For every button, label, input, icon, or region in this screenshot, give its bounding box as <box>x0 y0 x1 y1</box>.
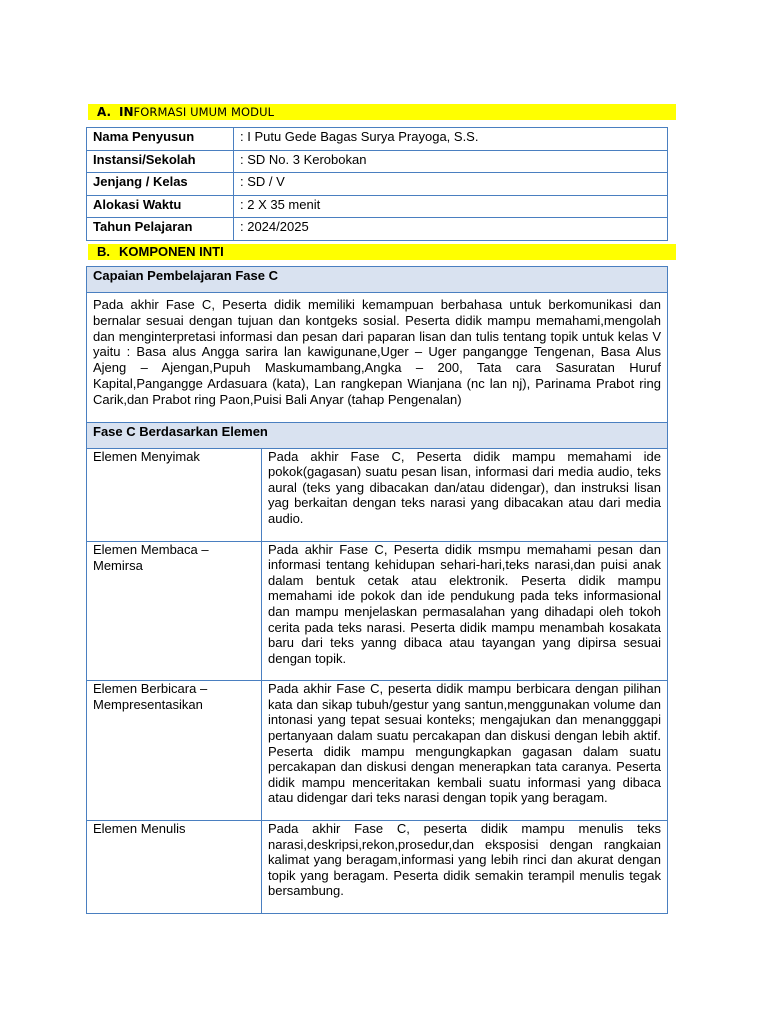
info-key: Alokasi Waktu <box>87 195 234 218</box>
elemen-name: Elemen Berbicara – Mempresentasikan <box>87 681 262 821</box>
info-table <box>86 127 668 241</box>
komponen-inti-table <box>86 266 668 914</box>
section-a-letter: A. <box>97 105 112 119</box>
section-b-letter: B. <box>97 244 110 259</box>
info-value: : SD No. 3 Kerobokan <box>234 150 668 173</box>
capaian-header: Capaian Pembelajaran Fase C <box>87 267 668 293</box>
table-row <box>87 821 668 914</box>
info-value: : 2024/2025 <box>234 218 668 241</box>
table-row <box>87 128 668 151</box>
table-row <box>87 541 668 681</box>
section-b-title: KOMPONEN INTI <box>119 244 224 259</box>
table-row <box>87 293 668 423</box>
elemen-text: Pada akhir Fase C, peserta didik mampu berbicara dengan pilihan kata dan sikap tubuh/gestur yang santun,menggunakan volume dan intonasi yang tepat sesuai konteks; mengajukan dan menangggapi pertanyaan dalam suatu percakapan dan diskusi dengan lebih aktif. Peserta didik mampu mengungkapkan gagasan dalam suatu percakapan dan diskusi dengan menerapkan tata caranya. Peserta didik mampu menceritakan kembali suatu informasi yang dibaca atau didengar dari teks narasi dengan topik yang beragam. <box>262 681 668 821</box>
info-key: Tahun Pelajaran <box>87 218 234 241</box>
elemen-text: Pada akhir Fase C, Peserta didik mampu memahami ide pokok(gagasan) suatu pesan lisan, informasi dari media audio, teks aural (teks yang dibacakan dan/atau didengar), dan instruksi lisan yag berkaitan dengan teks narasi yang dibacakan atau dari media audio. <box>262 448 668 541</box>
info-value: : SD / V <box>234 173 668 196</box>
info-key: Instansi/Sekolah <box>87 150 234 173</box>
table-row <box>87 150 668 173</box>
elemen-name: Elemen Menyimak <box>87 448 262 541</box>
elemen-text: Pada akhir Fase C, peserta didik mampu menulis teks narasi,deskripsi,rekon,prosedur,dan eksposisi dengan rangkaian kalimat yang beragam,informasi yang lebih rinci dan akurat dengan topik yang beragam. Peserta didik semakin terampil menulis tegak bersambung. <box>262 821 668 914</box>
capaian-text: Pada akhir Fase C, Peserta didik memiliki kemampuan berbahasa untuk berkomunikasi dan bernalar sesuai dengan tujuan dan kontgeks sosial. Peserta didik mampu memahami,mengolah dan menginterpretasi informasi dan pesan dari paparan lisan dan tulis tentang topik untuk kelas V yaitu : Basa alus Angga sarira lan kawigunane,Uger – Uger pangangge Tengenan, Basa Alus Ajeng – Ajengan,Pupuh Maskumambang,Angka – 200, Tata cara Sasuratan Huruf Kapital,Pangangge Ardasuara (kata), Lan rangkepan Wianjana (nc lan nj), Parinama Prabot ring Carik,dan Prabot ring Paon,Puisi Bali Anyar (tahap Pengenalan) <box>87 293 668 423</box>
elemen-header: Fase C Berdasarkan Elemen <box>87 422 668 448</box>
elemen-name: Elemen Membaca – Memirsa <box>87 541 262 681</box>
elemen-name: Elemen Menulis <box>87 821 262 914</box>
table-row <box>87 218 668 241</box>
info-key: Jenjang / Kelas <box>87 173 234 196</box>
info-value: : 2 X 35 menit <box>234 195 668 218</box>
info-value: : I Putu Gede Bagas Surya Prayoga, S.S. <box>234 128 668 151</box>
section-a-initial: IN <box>119 105 134 119</box>
info-key: Nama Penyusun <box>87 128 234 151</box>
table-row <box>87 173 668 196</box>
table-row <box>87 681 668 821</box>
section-b-heading <box>88 244 676 260</box>
table-row <box>87 195 668 218</box>
table-row <box>87 267 668 293</box>
section-a-heading <box>88 104 676 120</box>
table-row <box>87 422 668 448</box>
table-row <box>87 448 668 541</box>
section-a-title: FORMASI UMUM MODUL <box>133 105 275 119</box>
elemen-text: Pada akhir Fase C, Peserta didik msmpu memahami pesan dan informasi tentang kehidupan sehari-hari,teks narasi,dan puisi anak dalam bentuk cetak atau elektronik. Peserta didik mampu memahami ide pokok dan ide pendukung pada teks informasional dan mampu menjelaskan permasalahan yang dihadapi oleh tokoh cerita pada teks narasi. Peserta didik mampu menambah kosakata baru dari teks yanng dibaca atau tayangan yang dipirsa sesuai dengan topik. <box>262 541 668 681</box>
